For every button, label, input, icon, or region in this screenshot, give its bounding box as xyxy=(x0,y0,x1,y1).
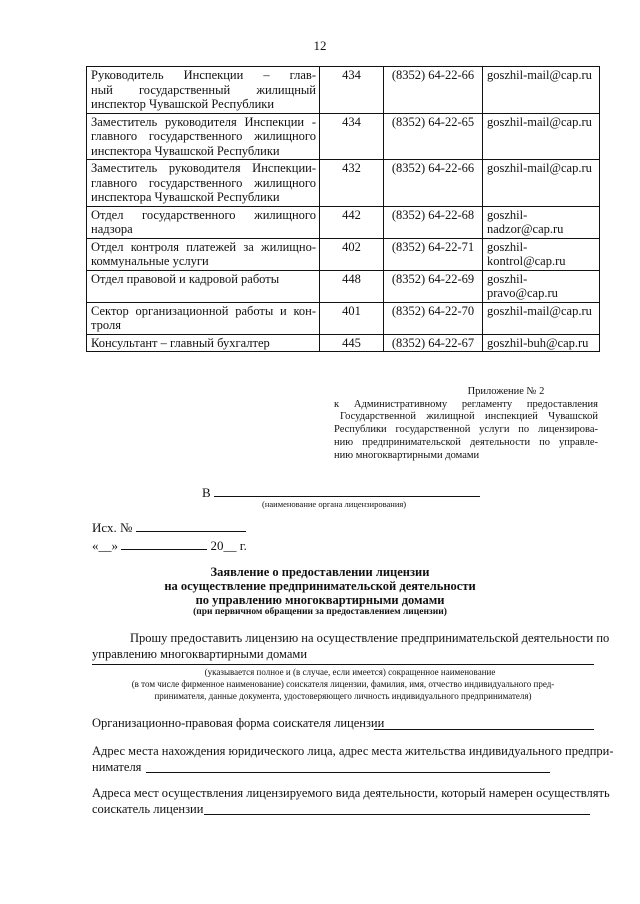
appendix-line: нию многоквартирными домами xyxy=(334,449,480,461)
room-cell: 401 xyxy=(320,302,384,334)
position-line: Руководитель Инспекции – глав- xyxy=(91,68,316,82)
address-paragraph xyxy=(92,743,614,775)
position-cell xyxy=(87,302,320,334)
email-cell xyxy=(483,206,600,238)
position-line: Консультант – главный бухгалтер xyxy=(91,335,270,350)
outgoing-number-row xyxy=(92,519,246,536)
email-link[interactable]: goszhil-mail@cap.ru xyxy=(487,114,592,129)
position-line: Заместитель руководителя Инспекции - xyxy=(91,114,316,129)
request-paragraph xyxy=(92,630,610,662)
table-row xyxy=(87,334,600,352)
appendix-line: нию предпринимательской деятельности по управле- xyxy=(334,436,598,448)
table-row xyxy=(87,160,600,207)
position-line: Отдел государственного жилищного xyxy=(91,207,316,222)
room-cell: 402 xyxy=(320,238,384,270)
position-line: Отдел контроля платежей за жилищно- xyxy=(91,239,316,254)
position-line: инспектора Чувашской Республики xyxy=(91,143,280,158)
activity-address-line-1: Адреса мест осуществления лицензируемого вида деятельности, который намерен осуществлять xyxy=(92,786,610,800)
appendix-title: Приложение № 2 xyxy=(467,386,545,397)
appendix-line: к Административному регламенту предоставления xyxy=(334,398,598,410)
phone-cell: (8352) 64-22-65 xyxy=(384,113,483,160)
position-cell xyxy=(87,113,320,160)
email-link[interactable]: goszhil-buh@cap.ru xyxy=(487,335,589,350)
activity-address-paragraph xyxy=(92,785,610,817)
phone-cell: (8352) 64-22-66 xyxy=(384,160,483,207)
date-month-field[interactable] xyxy=(121,537,207,550)
address-line-2: нимателя xyxy=(92,760,142,774)
phone-cell: (8352) 64-22-67 xyxy=(384,334,483,352)
recipient-field[interactable] xyxy=(214,484,480,497)
email-cell xyxy=(483,302,600,334)
table-row xyxy=(87,238,600,270)
email-link[interactable]: goszhil-mail@cap.ru xyxy=(487,303,592,318)
applicant-name-field[interactable] xyxy=(92,664,594,665)
email-link[interactable]: goszhil- xyxy=(487,271,528,286)
position-cell xyxy=(87,206,320,238)
position-line: Сектор организационной работы и кон- xyxy=(91,303,316,318)
position-line: инспектора Чувашской Республики xyxy=(91,190,280,204)
position-line: троля xyxy=(91,318,121,332)
email-link[interactable]: goszhil- xyxy=(487,239,528,254)
email-cell xyxy=(483,334,600,352)
email-cell xyxy=(483,270,600,302)
address-line-1: Адрес места нахождения юридического лица, адрес места жительства индивидуального предпри- xyxy=(92,744,614,758)
room-cell: 445 xyxy=(320,334,384,352)
position-line: инспектор Чувашской Республики xyxy=(91,97,275,111)
recipient-label: В xyxy=(202,485,211,500)
position-cell xyxy=(87,334,320,352)
request-line-2: управлению многоквартирными домами xyxy=(92,647,308,661)
activity-address-field[interactable] xyxy=(204,814,590,815)
address-field[interactable] xyxy=(146,772,550,773)
name-note-line-3: принимателя, данные документа, удостоверяющего личность индивидуального предпринимателя) xyxy=(154,691,532,701)
appendix-block xyxy=(334,386,598,462)
email-link[interactable]: pravo@cap.ru xyxy=(487,286,558,300)
phone-cell: (8352) 64-22-69 xyxy=(384,270,483,302)
table-row xyxy=(87,302,600,334)
contacts-table xyxy=(86,66,600,352)
activity-address-line-2: соискатель лицензии xyxy=(92,802,204,816)
position-cell xyxy=(87,238,320,270)
email-link[interactable]: kontrol@cap.ru xyxy=(487,254,566,268)
room-cell: 448 xyxy=(320,270,384,302)
position-cell xyxy=(87,270,320,302)
heading-line-2: на осуществление предпринимательской деятельности xyxy=(164,579,476,593)
table-row xyxy=(87,67,600,114)
heading-line-1: Заявление о предоставлении лицензии xyxy=(210,565,430,579)
phone-cell: (8352) 64-22-66 xyxy=(384,67,483,114)
position-cell xyxy=(87,160,320,207)
email-link[interactable]: goszhil-mail@cap.ru xyxy=(487,161,592,175)
email-link[interactable]: goszhil- xyxy=(487,207,528,222)
room-cell: 442 xyxy=(320,206,384,238)
table-row xyxy=(87,206,600,238)
recipient-caption: (наименование органа лицензирования) xyxy=(262,499,407,509)
phone-cell: (8352) 64-22-70 xyxy=(384,302,483,334)
email-cell xyxy=(483,238,600,270)
position-line: Отдел правовой и кадровой работы xyxy=(91,271,280,286)
position-line: Заместитель руководителя Инспекции- xyxy=(91,161,316,175)
email-cell xyxy=(483,113,600,160)
org-form-field[interactable] xyxy=(374,729,594,730)
phone-cell: (8352) 64-22-68 xyxy=(384,206,483,238)
email-cell xyxy=(483,160,600,207)
date-row xyxy=(92,537,247,554)
email-link[interactable]: goszhil-mail@cap.ru xyxy=(487,68,592,82)
room-cell: 434 xyxy=(320,67,384,114)
position-line: главного государственного жилищного xyxy=(91,129,316,143)
position-line: надзора xyxy=(91,222,133,236)
email-cell xyxy=(483,67,600,114)
position-line: главного государственного жилищного xyxy=(91,175,316,190)
heading-line-4: (при первичном обращении за предоставлением лицензии) xyxy=(193,607,447,617)
room-cell: 432 xyxy=(320,160,384,207)
date-day-field[interactable]: «__» xyxy=(92,538,118,553)
request-line-1: Прошу предоставить лицензию на осуществление предпринимательской деятельности по xyxy=(130,631,610,645)
outgoing-number-field[interactable] xyxy=(136,519,246,532)
position-line: коммунальные услуги xyxy=(91,254,209,268)
position-line: ный государственный жилищный xyxy=(91,82,316,97)
date-year-field[interactable]: 20__ г. xyxy=(210,538,247,553)
org-form-label: Организационно-правовая форма соискателя лицензии xyxy=(92,716,385,730)
name-note-line-2: (в том числе фирменное наименование) соискателя лицензии, фамилия, имя, отчество индивидуального пред- xyxy=(131,679,555,689)
page-number: 12 xyxy=(313,38,327,53)
table-row xyxy=(87,113,600,160)
appendix-line: Государственной жилищной инспекцией Чувашской xyxy=(340,411,598,423)
phone-cell: (8352) 64-22-71 xyxy=(384,238,483,270)
position-cell xyxy=(87,67,320,114)
outgoing-number-label: Исх. № xyxy=(92,520,133,535)
name-note-line-1: (указывается полное и (в случае, если имеется) сокращенное наименование xyxy=(204,667,496,677)
room-cell: 434 xyxy=(320,113,384,160)
email-link[interactable]: nadzor@cap.ru xyxy=(487,222,564,236)
heading-line-3: по управлению многоквартирными домами xyxy=(195,593,445,607)
appendix-line: Республики государственной услуги по лицензирова- xyxy=(334,424,598,436)
table-row xyxy=(87,270,600,302)
